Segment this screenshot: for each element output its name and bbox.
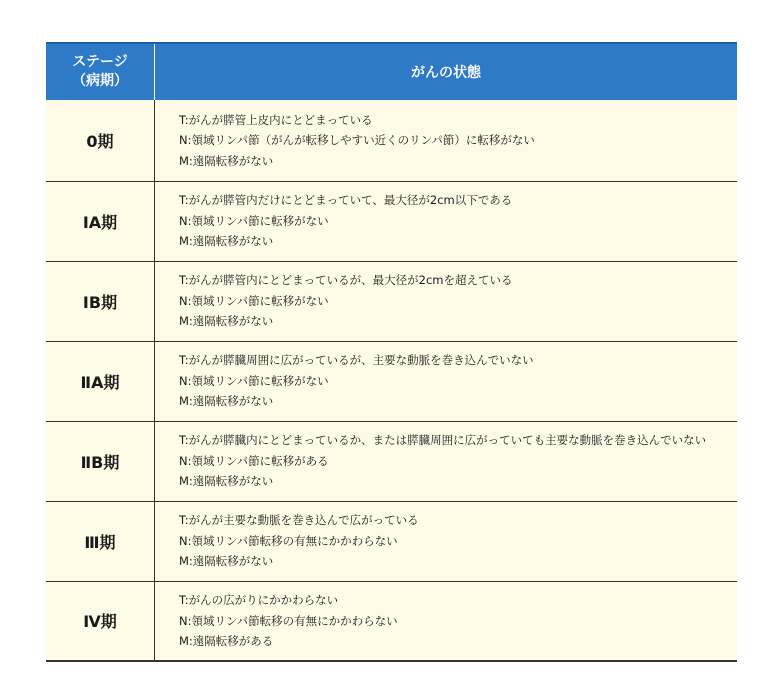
status-m: M:遠隔転移がない [179, 474, 274, 489]
header-status: がんの状態 [155, 43, 738, 100]
status-m: M:遠隔転移がない [179, 394, 274, 409]
status-t: T:がんが膵臓内にとどまっているか、または膵臓周囲に広がっていても主要な動脈を巻き込んでいない [179, 433, 707, 448]
stage-cell: Ⅲ期 [46, 501, 155, 581]
table-row [46, 421, 737, 501]
status-t: T:がんが膵臓周囲に広がっているが、主要な動脈を巻き込んでいない [179, 353, 534, 368]
status-cell [155, 581, 738, 661]
status-cell [155, 421, 738, 501]
table-row [46, 261, 737, 341]
stage-cell: ⅡA期 [46, 341, 155, 421]
stage-cell: 0期 [46, 100, 155, 181]
table-header-row [46, 43, 737, 100]
status-n: N:領域リンパ節に転移がある [179, 453, 329, 468]
stage-cell: ⅠB期 [46, 261, 155, 341]
status-cell [155, 501, 738, 581]
status-n: N:領域リンパ節転移の有無にかかわらない [179, 613, 398, 628]
status-n: N:領域リンパ節に転移がない [179, 373, 329, 388]
status-m: M:遠隔転移がない [179, 234, 274, 249]
header-stage-line2: （病期） [72, 73, 128, 89]
status-n: N:領域リンパ節（がんが転移しやすい近くのリンパ節）に転移がない [179, 133, 535, 147]
pancreatic-cancer-stage-table [46, 42, 737, 662]
status-m: M:遠隔転移がない [179, 554, 274, 569]
status-t: T:がんが膵管内だけにとどまっていて、最大径が2cm以下である [179, 193, 513, 208]
status-cell [155, 341, 738, 421]
status-m: M:遠隔転移がない [179, 314, 274, 329]
stage-cell: Ⅳ期 [46, 581, 155, 661]
status-n: N:領域リンパ節に転移がない [179, 213, 329, 228]
status-m: M:遠隔転移がない [179, 153, 274, 168]
header-stage-line1: ステージ [72, 54, 128, 70]
status-cell [155, 261, 738, 341]
stage-cell: ⅡB期 [46, 421, 155, 501]
stage-cell: ⅠA期 [46, 181, 155, 261]
table-row [46, 181, 737, 261]
header-stage [46, 43, 155, 100]
status-t: T:がんが膵管上皮内にとどまっている [179, 112, 373, 127]
status-n: N:領域リンパ節に転移がない [179, 293, 329, 308]
status-t: T:がんが主要な動脈を巻き込んで広がっている [179, 513, 419, 528]
status-t: T:がんが膵管内にとどまっているが、最大径が2cmを超えている [179, 273, 513, 288]
table-row [46, 581, 737, 661]
table-row [46, 501, 737, 581]
status-m: M:遠隔転移がある [179, 634, 274, 648]
status-cell [155, 181, 738, 261]
table-row [46, 100, 737, 181]
status-cell [155, 100, 738, 181]
table-row [46, 341, 737, 421]
status-n: N:領域リンパ節転移の有無にかかわらない [179, 533, 398, 548]
status-t: T:がんの広がりにかかわらない [179, 593, 339, 607]
